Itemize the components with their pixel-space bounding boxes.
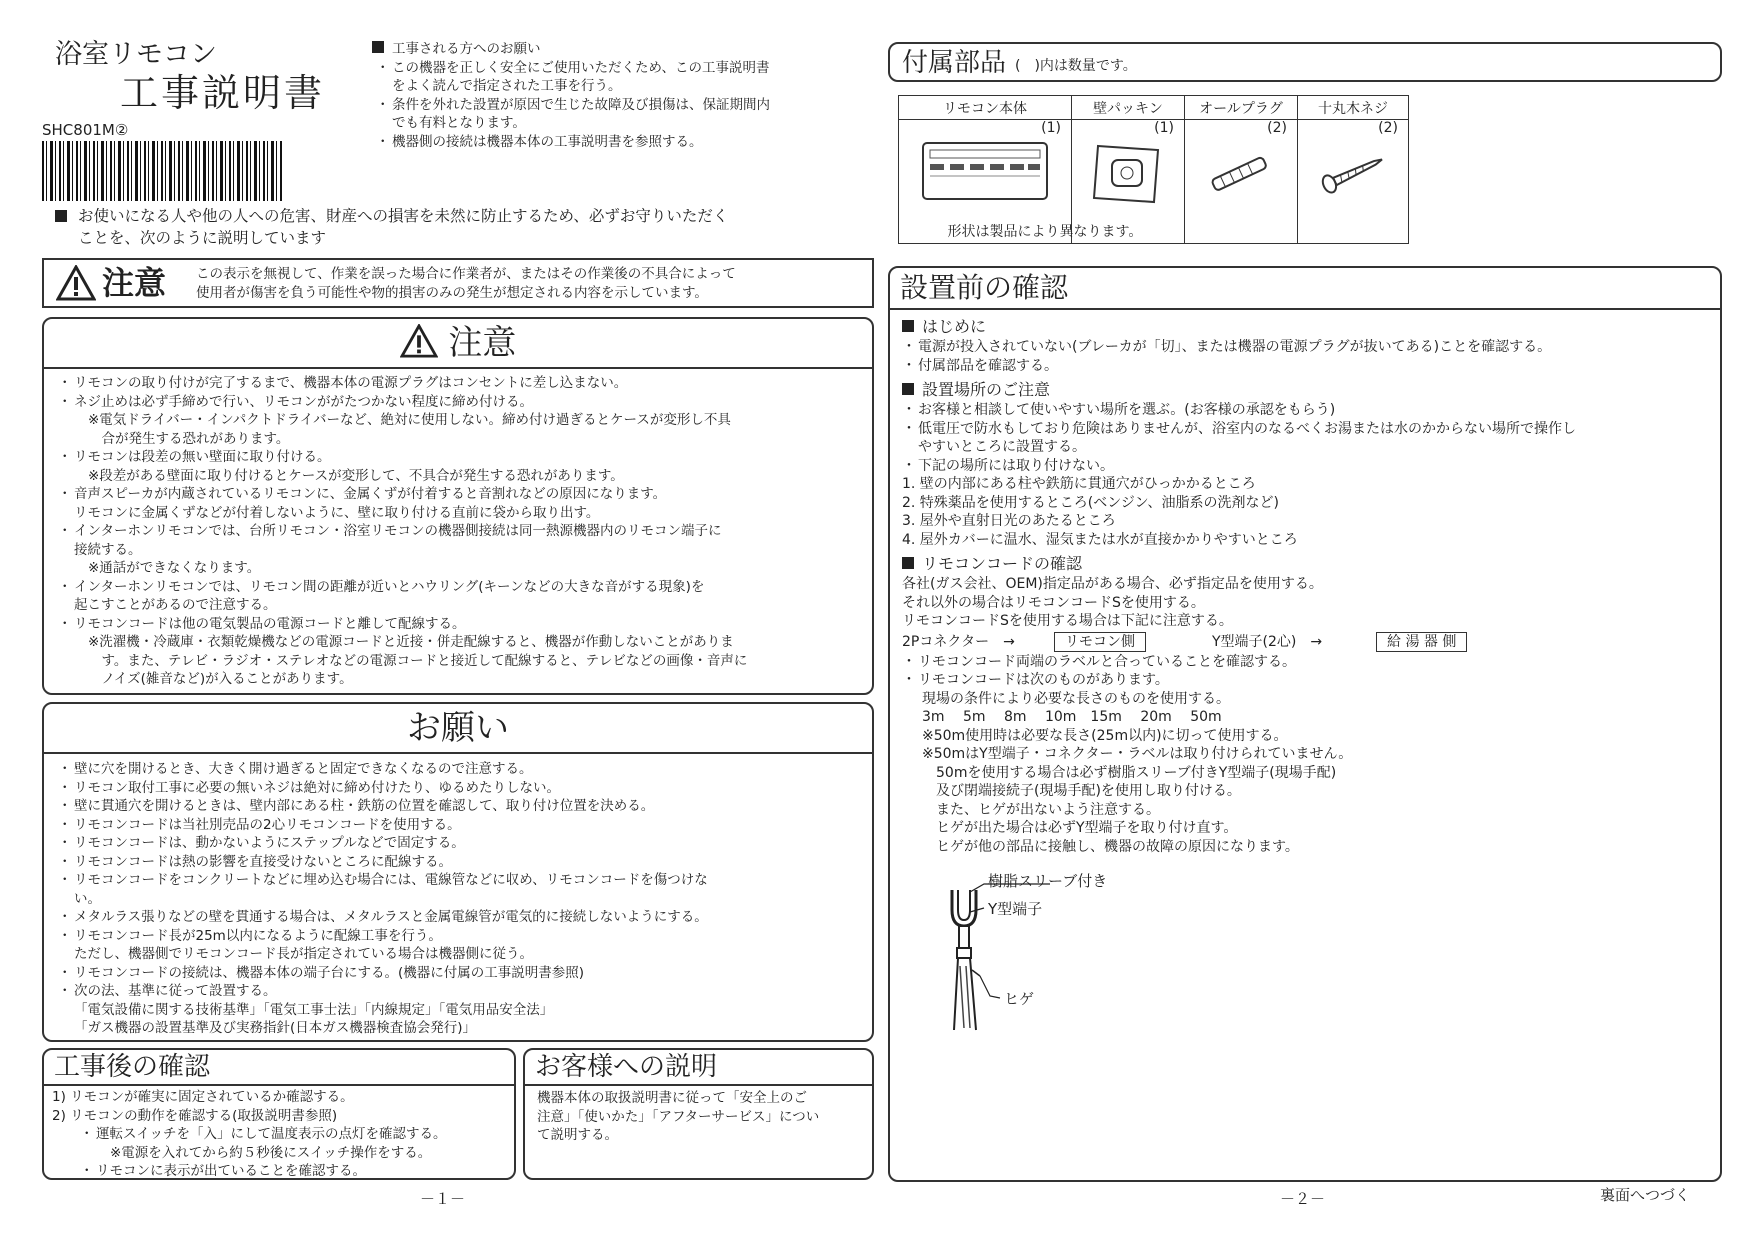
location-list	[902, 401, 1710, 549]
bullet-item	[902, 420, 1710, 457]
bullet-text: インターホンリモコンでは、リモコン間の距離が近いとハウリング(キーンなどの大きな音がする現象)を 起こすことがあるので注意する。	[74, 578, 705, 613]
bullet-mark: ・	[58, 983, 72, 999]
part-cell-plug	[1185, 120, 1298, 244]
bullet-mark: ・	[902, 420, 916, 437]
cord-detail: 現場の条件により必要な長さのものを使用する。 3m 5m 8m 10m 15m 20m 50m ※50m使用時は必要な長さ(25m以内)に切って使用する。 ※50mはY型端子・コネクター・ラベルは取り付けられていません。 50mを使用する場合は必ず樹脂スリーブ付きY型端子(現場手配) 及び閉端接続子(現場手配)を使用し取り付ける。 また、ヒゲが出ないよう注意する。 ヒゲが出た場合は必ずY型端子を取り付け直す。 ヒゲが他の部品に接触し、機器の故障の原因になります。	[922, 690, 1353, 855]
bullet-item	[58, 871, 862, 908]
connector-2p-dest: リモコン側	[1054, 632, 1146, 652]
bullet-text: 下記の場所には取り付けない。	[918, 457, 1114, 474]
bullet-item	[58, 908, 862, 927]
bullet-item	[58, 485, 862, 522]
bullet-text: リモコンに表示が出ていることを確認する。	[96, 1163, 366, 1179]
y-terminal-icon	[930, 880, 1230, 1040]
bullet-text: 次の法、基準に従って設置する。 「電気設備に関する技術基準」「電気工事士法」「内線規定」「電気用品安全法」 「ガス機器の設置基準及び実務指針(日本ガス機器検査協会発行)」	[74, 983, 554, 1036]
bullet-mark: ・	[58, 393, 72, 410]
page-number: －２－	[1280, 1190, 1326, 1208]
accessories-title: 付属部品	[902, 48, 1007, 78]
text-line: 1) リモコンが確実に固定されているか確認する。	[52, 1089, 354, 1105]
connector-y-dest: 給 湯 器 側	[1376, 632, 1467, 652]
intro-item: ・ 電源が投入されていない(ブレーカが「切」、または機器の電源プラグが抜いてある)ことを確認する。	[902, 338, 1710, 357]
installer-request-item: ・ 条件を外れた設置が原因で生じた故障及び損傷は、保証期間内 でも有料となります。	[376, 96, 872, 133]
bullet-mark: ・	[58, 578, 72, 595]
part-qty: (1)	[1041, 120, 1061, 136]
bullet-mark: ・	[58, 927, 72, 944]
bullet-mark: ・	[80, 1163, 94, 1179]
connector-2p: 2Pコネクター →	[902, 633, 1015, 650]
text-line: 1. 壁の内部にある柱や鉄筋に貫通穴がひっかかるところ	[902, 476, 1256, 492]
note-item: ※段差がある壁面に取り付けるとケースが変形して、不具合が発生する恐れがあります。	[88, 467, 624, 484]
model-number: SHC801M②	[42, 121, 129, 139]
bullet-mark: ・	[58, 779, 72, 796]
bullet-mark: ・	[58, 853, 72, 870]
customer-section	[523, 1048, 874, 1180]
pre-check-section	[888, 266, 1722, 1182]
intro-item: ・ 付属部品を確認する。	[902, 357, 1710, 376]
label-y-terminal: Y型端子	[988, 900, 1043, 918]
part-name: 十丸木ネジ	[1298, 96, 1409, 120]
safety-intro	[55, 205, 875, 249]
location-heading: 設置場所のご注意	[922, 380, 1051, 399]
accessories-table	[898, 95, 1409, 244]
safety-intro-text: お使いになる人や他の人への危害、財産への損害を未然に防止するため、必ずお守りいただく ことを、次のように説明しています	[78, 207, 729, 247]
page-title: 工事説明書	[120, 71, 326, 115]
bullet-mark: ・	[58, 615, 72, 632]
remote-control-icon	[920, 140, 1050, 202]
caution-label: 注意	[102, 264, 167, 302]
accessories-note: ( )内は数量です。	[1015, 58, 1137, 74]
installer-request-item: ・ この機器を正しく安全にご使用いただくため、この工事説明書 をよく読んで指定された工事を行う。	[376, 59, 872, 96]
bullet-item	[58, 393, 862, 412]
connector-row	[902, 631, 1710, 653]
part-name: オールプラグ	[1185, 96, 1298, 120]
caution-section	[42, 317, 874, 695]
cord-item: ・ リモコンコード両端のラベルと合っていることを確認する。	[902, 653, 1710, 672]
bullet-mark: ・	[58, 835, 72, 851]
part-cell-screw	[1298, 120, 1409, 244]
bullet-mark: ・	[902, 402, 916, 418]
connector-y: Y型端子(2心) →	[1212, 633, 1323, 650]
part-qty: (1)	[1154, 120, 1174, 136]
intro-heading: はじめに	[922, 317, 987, 336]
warning-triangle-icon	[56, 265, 96, 301]
bullet-text: リモコンコードは熱の影響を直接受けないところに配線する。	[74, 853, 452, 870]
after-check-title: 工事後の確認	[44, 1050, 514, 1086]
bullet-mark: ・	[58, 909, 72, 925]
bullet-mark: ・	[58, 375, 72, 391]
bullet-mark: ・	[58, 816, 72, 833]
bullet-mark: ・	[58, 523, 72, 539]
wall-packing-icon	[1088, 138, 1168, 208]
bullet-text: リモコンコードは他の電気製品の電源コードと離して配線する。	[74, 615, 466, 632]
wood-screw-icon	[1313, 148, 1393, 198]
after-check-section	[42, 1048, 516, 1180]
text-line: 2) リモコンの動作を確認する(取扱説明書参照)	[52, 1107, 338, 1124]
label-sleeve: 樹脂スリーブ付き	[988, 872, 1108, 890]
bullet-item	[58, 853, 862, 872]
customer-title: お客様への説明	[525, 1050, 872, 1086]
request-section	[42, 702, 874, 1042]
bullet-item	[52, 1162, 506, 1181]
caution-list	[44, 369, 872, 689]
continue-note: 裏面へつづく	[1600, 1186, 1691, 1204]
bullet-text: リモコンは段差の無い壁面に取り付ける。	[74, 449, 331, 465]
installer-request-item: ・ 機器側の接続は機器本体の工事説明書を参照する。	[376, 133, 872, 152]
bullet-text: お客様と相談して使いやすい場所を選ぶ。(お客様の承認をもらう)	[918, 402, 1336, 418]
bullet-item	[58, 374, 862, 393]
bullet-item	[58, 760, 862, 779]
cord-instructions: 各社(ガス会社、OEM)指定品がある場合、必ず指定品を使用する。 それ以外の場合はリモコンコードSを使用する。 リモコンコードSを使用する場合は下記に注意する。	[902, 576, 1323, 629]
note-item: ※通話ができなくなります。	[88, 560, 261, 576]
cord-item: ・ リモコンコードは次のものがあります。	[902, 671, 1710, 690]
caution-definition	[42, 258, 874, 308]
bullet-mark: ・	[80, 1126, 94, 1142]
cord-heading: リモコンコードの確認	[922, 554, 1083, 573]
page-number: －１－	[420, 1190, 466, 1208]
wall-plug-icon	[1201, 148, 1281, 198]
bullet-mark: ・	[58, 964, 72, 981]
bullet-text: インターホンリモコンでは、台所リモコン・浴室リモコンの機器側接続は同一熱源機器内のリモコン端子に 接続する。	[74, 523, 722, 558]
title-small: 浴室リモコン	[55, 39, 217, 70]
bullet-mark: ・	[58, 486, 72, 502]
part-cell-remote	[899, 120, 1143, 244]
bullet-item	[58, 927, 862, 964]
customer-text: 機器本体の取扱説明書に従って「安全上のご 注意」「使いかた」「アフターサービス」につい て説明する。	[537, 1090, 820, 1143]
bullet-item	[58, 816, 862, 835]
bullet-mark: ・	[902, 457, 916, 474]
after-check-list	[44, 1086, 514, 1181]
bullet-text: リモコンコードは当社別売品の2心リモコンコードを使用する。	[74, 816, 461, 833]
warning-triangle-icon	[400, 324, 438, 358]
pre-check-title: 設置前の確認	[890, 268, 1720, 310]
label-hige: ヒゲ	[1004, 990, 1035, 1008]
bullet-text: 音声スピーカが内蔵されているリモコンに、金属くずが付着すると音割れなどの原因になります。 リモコンに金属くずなどが付着しないように、壁に取り付ける直前に袋から取り出す。	[74, 486, 667, 521]
text-line: 3. 屋外や直射日光のあたるところ	[902, 513, 1116, 529]
pre-check-body	[890, 310, 1720, 856]
note-item: ※電源を入れてから約５秒後にスイッチ操作をする。	[110, 1144, 432, 1161]
bullet-text: メタルラス張りなどの壁を貫通する場合は、メタルラスと金属電線管が電気的に接続しないようにする。	[74, 909, 708, 925]
accessories-section	[888, 42, 1722, 82]
caution-heading	[44, 319, 872, 369]
caution-title: 注意	[448, 323, 517, 363]
bullet-mark: ・	[58, 798, 72, 814]
installer-request-heading: 工事される方へのお願い	[392, 41, 541, 57]
bullet-text: リモコン取付工事に必要の無いネジは絶対に締め付けたり、ゆるめたりしない。	[74, 779, 560, 796]
bullet-text: リモコンコード長が25m以内になるように配線工事を行う。 ただし、機器側でリモコンコード長が指定されている場合は機器側に従う。	[74, 927, 533, 962]
bullet-text: 壁に貫通穴を開けるときは、壁内部にある柱・鉄筋の位置を確認して、取り付け位置を決める。	[74, 798, 655, 814]
bullet-mark: ・	[58, 872, 72, 888]
bullet-item	[58, 522, 862, 559]
bullet-item	[58, 834, 862, 853]
request-title: お願い	[44, 704, 872, 754]
bullet-text: リモコンの取り付けが完了するまで、機器本体の電源プラグはコンセントに差し込まない。	[74, 375, 628, 391]
part-name: 壁パッキン	[1072, 96, 1185, 120]
bullet-text: 壁に穴を開けるとき、大きく開け過ぎると固定できなくなるので注意する。	[74, 761, 533, 777]
part-qty: (2)	[1267, 120, 1287, 136]
bullet-item	[58, 982, 862, 1038]
bullet-item	[58, 779, 862, 798]
bullet-item	[58, 964, 862, 983]
bullet-item	[58, 448, 862, 467]
note-item: ※電気ドライバー・インパクトドライバーなど、絶対に使用しない。締め付け過ぎるとケースが変形し不具 合が発生する恐れがあります。	[88, 412, 731, 447]
bullet-text: リモコンコードをコンクリートなどに埋め込む場合には、電線管などに収め、リモコンコードを傷つけな い。	[74, 872, 708, 907]
bullet-mark: ・	[58, 761, 72, 777]
bullet-text: 運転スイッチを「入」にして温度表示の点灯を確認する。	[96, 1126, 447, 1142]
barcode	[42, 141, 282, 201]
installer-request	[372, 40, 872, 151]
text-line: 4. 屋外カバーに温水、湿気または水が直接かかりやすいところ	[902, 531, 1298, 548]
bullet-item	[52, 1125, 506, 1144]
note-item: ※洗濯機・冷蔵庫・衣類乾燥機などの電源コードと近接・併走配線すると、機器が作動しないことがありま す。また、テレビ・ラジオ・ステレオなどの電源コードと接近して配線すると、テレビなどの画像・音声に ノイズ(雑音など)が入ることがあります。	[88, 634, 748, 687]
shape-note: 形状は製品により異なります。	[947, 224, 1143, 240]
bullet-mark: ・	[58, 449, 72, 465]
bullet-text: 低電圧で防水もしており危険はありませんが、浴室内のなるべくお湯または水のかからない場所で操作し やすいところに設置する。	[918, 420, 1576, 455]
bullet-item	[58, 615, 862, 634]
bullet-text: リモコンコードは、動かないようにステップルなどで固定する。	[74, 835, 465, 851]
text-line: 2. 特殊薬品を使用するところ(ベンジン、油脂系の洗剤など)	[902, 494, 1279, 511]
part-name: リモコン本体	[899, 96, 1072, 120]
bullet-item	[902, 457, 1710, 476]
bullet-item	[902, 401, 1710, 420]
caution-definition-text: この表示を無視して、作業を誤った場合に作業者が、またはその作業後の不具合によって 使用者が傷害を負う可能性や物的損害のみの発生が想定される内容を示しています。	[196, 266, 736, 301]
bullet-item	[58, 797, 862, 816]
part-qty: (2)	[1378, 120, 1398, 136]
bullet-text: ネジ止めは必ず手締めで行い、リモコンががたつかない程度に締め付ける。	[74, 393, 533, 410]
y-terminal-diagram	[930, 872, 1230, 1040]
bullet-text: リモコンコードの接続は、機器本体の端子台にする。(機器に付属の工事説明書参照)	[74, 964, 585, 981]
request-list	[44, 754, 872, 1038]
bullet-item	[58, 578, 862, 615]
